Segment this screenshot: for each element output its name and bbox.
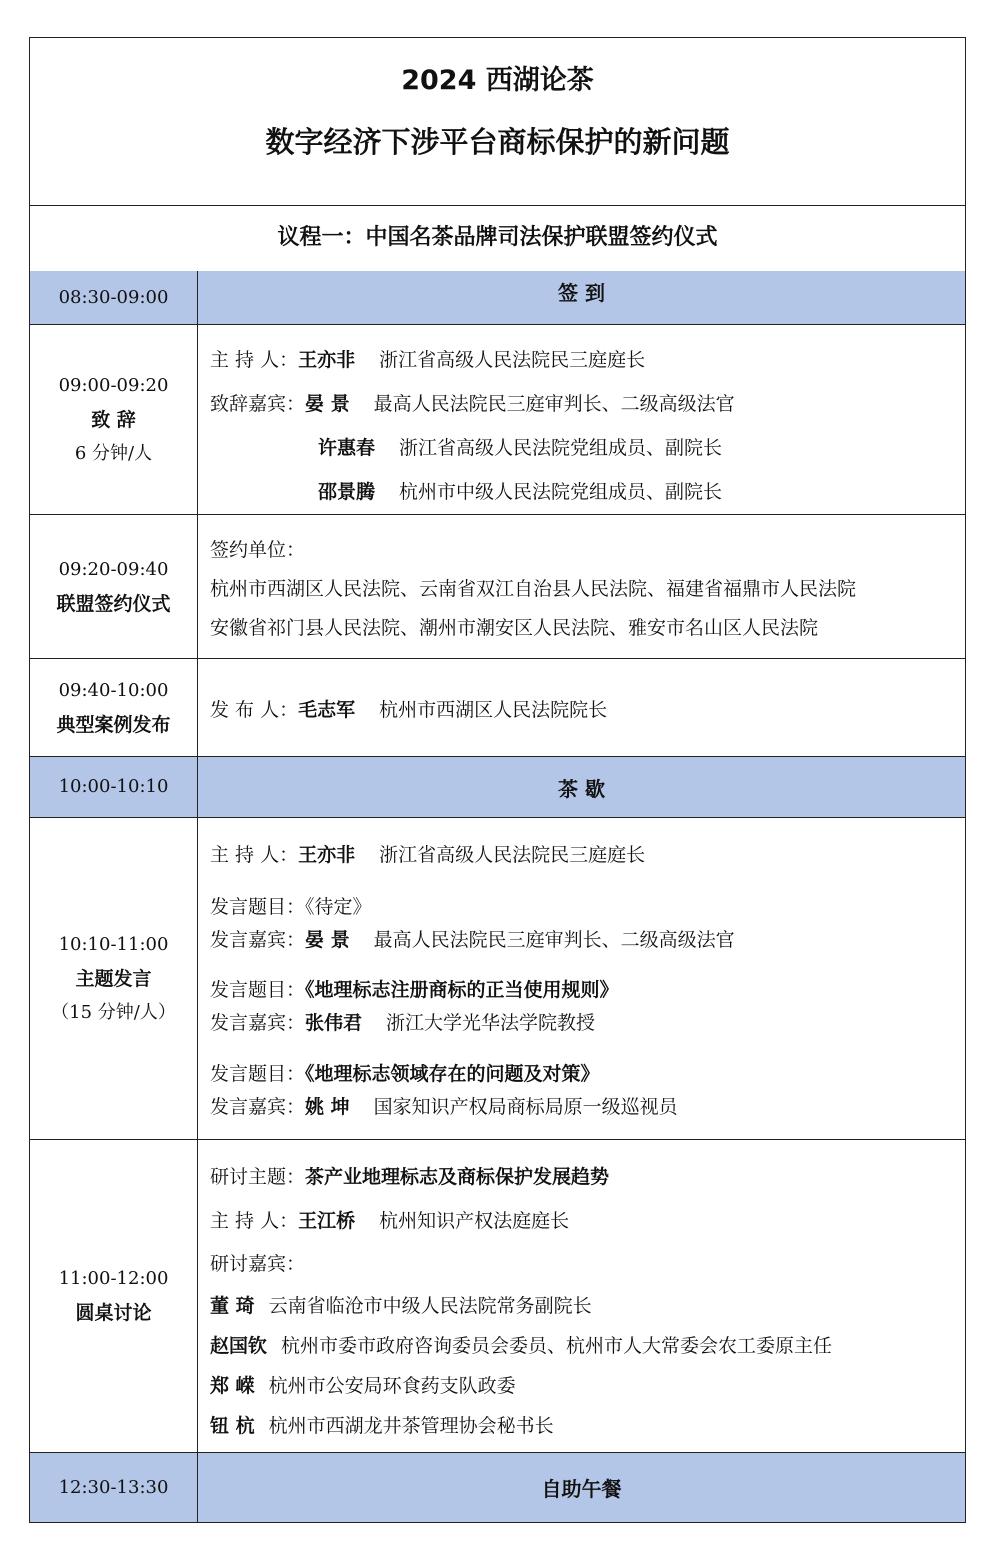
guest-line xyxy=(318,433,722,460)
time-label: 11:00-12:00 xyxy=(58,1268,169,1289)
host-name: 王江桥 xyxy=(298,1210,356,1232)
event-note: （15 分钟/人） xyxy=(51,1001,176,1023)
guest-line xyxy=(318,477,722,504)
time-label: 12:30-13:30 xyxy=(58,1476,169,1498)
talk-topic: 《待定》 xyxy=(305,896,372,918)
host-line xyxy=(210,1206,569,1233)
talk-topic-line xyxy=(210,1059,600,1086)
document-header xyxy=(30,38,965,206)
guest-name: 郑 嵘 xyxy=(210,1375,255,1397)
content-cell xyxy=(198,818,965,1139)
host-label: 主 持 人： xyxy=(210,1210,299,1232)
host-name: 王亦非 xyxy=(298,349,356,371)
lunch-label: 自助午餐 xyxy=(541,1477,622,1501)
guest-name: 晏 景 xyxy=(305,929,350,951)
time-label: 09:00-09:20 xyxy=(58,374,169,396)
guest-label: 致辞嘉宾： xyxy=(210,393,306,415)
host-title: 浙江省高级人民法院民三庭庭长 xyxy=(379,844,646,866)
topic-label: 发言题目： xyxy=(210,896,306,918)
event-label: 主题发言 xyxy=(75,967,152,990)
time-label: 10:10-11:00 xyxy=(58,933,169,955)
time-cell xyxy=(30,818,198,1139)
time-cell xyxy=(30,757,198,817)
guest-name: 晏 景 xyxy=(305,393,350,415)
talk-guest-line xyxy=(210,1092,678,1119)
release-title: 杭州市西湖区人民法院院长 xyxy=(379,699,608,721)
host-line xyxy=(210,840,645,867)
time-cell xyxy=(30,1453,198,1522)
guest-title: 杭州市委市政府咨询委员会委员、杭州市人大常委会农工委原主任 xyxy=(281,1335,833,1357)
release-label: 发 布 人： xyxy=(210,699,299,721)
title-line-2: 数字经济下涉平台商标保护的新问题 xyxy=(265,125,730,159)
release-line xyxy=(210,695,607,722)
signing-units-line: 安徽省祁门县人民法院、潮州市潮安区人民法院、雅安市名山区人民法院 xyxy=(210,617,819,639)
talk-topic-line xyxy=(210,892,372,919)
guest-title: 杭州市西湖龙井茶管理协会秘书长 xyxy=(268,1415,554,1437)
guest-line xyxy=(210,1371,516,1398)
host-line xyxy=(210,345,645,372)
event-label: 圆桌讨论 xyxy=(75,1302,152,1324)
row-lunch xyxy=(30,1453,965,1522)
time-label: 10:00-10:10 xyxy=(58,776,169,797)
event-label: 联盟签约仪式 xyxy=(56,592,171,615)
guest-title: 最高人民法院民三庭审判长、二级高级法官 xyxy=(373,393,735,415)
guest-title: 杭州市公安局环食药支队政委 xyxy=(268,1375,516,1397)
talk-topic: 《地理标志注册商标的正当使用规则》 xyxy=(305,979,619,1001)
row-release xyxy=(30,659,965,757)
tea-break-label: 茶 歇 xyxy=(558,776,605,801)
time-cell xyxy=(30,515,198,658)
guest-name: 邵景腾 xyxy=(318,481,376,503)
row-welcome xyxy=(30,325,965,515)
content-cell xyxy=(198,659,965,756)
guest-line xyxy=(210,1411,554,1438)
guest-name: 董 琦 xyxy=(210,1295,255,1317)
guest-title: 浙江大学光华法学院教授 xyxy=(386,1012,596,1034)
talk-topic-line xyxy=(210,975,619,1002)
host-name: 王亦非 xyxy=(298,844,356,866)
topic-label: 发言题目： xyxy=(210,979,306,1001)
theme-label: 研讨主题： xyxy=(210,1166,306,1188)
content-cell xyxy=(198,325,965,514)
guest-name: 赵国钦 xyxy=(210,1335,268,1357)
host-title: 杭州知识产权法庭庭长 xyxy=(379,1210,570,1232)
guest-title: 云南省临沧市中级人民法院常务副院长 xyxy=(268,1295,592,1317)
time-cell xyxy=(30,659,198,756)
row-tea-break xyxy=(30,757,965,818)
host-label: 主 持 人： xyxy=(210,349,299,371)
event-label: 典型案例发布 xyxy=(56,713,171,736)
guest-title: 浙江省高级人民法院党组成员、副院长 xyxy=(399,437,723,459)
content-cell xyxy=(198,515,965,658)
checkin-label: 签 到 xyxy=(558,281,605,305)
guest-label: 发言嘉宾： xyxy=(210,929,306,951)
guest-name: 姚 坤 xyxy=(305,1096,350,1118)
guest-line xyxy=(210,1291,592,1318)
time-label: 08:30-09:00 xyxy=(58,286,169,308)
talk-guest-line xyxy=(210,925,735,952)
guest-title: 最高人民法院民三庭审判长、二级高级法官 xyxy=(373,929,735,951)
row-checkin xyxy=(30,271,965,325)
topic-label: 发言题目： xyxy=(210,1063,306,1085)
time-cell xyxy=(30,271,198,324)
content-cell xyxy=(198,1140,965,1452)
guest-title: 国家知识产权局商标局原一级巡视员 xyxy=(373,1096,678,1118)
guest-label: 发言嘉宾： xyxy=(210,1012,306,1034)
guest-name: 许惠春 xyxy=(318,437,376,459)
event-label: 致 辞 xyxy=(91,408,136,431)
host-title: 浙江省高级人民法院民三庭庭长 xyxy=(379,349,646,371)
time-cell xyxy=(30,325,198,514)
agenda-title: 议程一：中国名茶品牌司法保护联盟签约仪式 xyxy=(30,205,965,272)
time-cell xyxy=(30,1140,198,1452)
time-label: 09:40-10:00 xyxy=(58,679,169,701)
signing-units-line: 杭州市西湖区人民法院、云南省双江自治县人民法院、福建省福鼎市人民法院 xyxy=(210,578,857,600)
guest-label: 研讨嘉宾： xyxy=(210,1253,306,1275)
theme-line xyxy=(210,1162,609,1189)
row-signing xyxy=(30,515,965,659)
agenda-document xyxy=(29,37,966,1523)
row-roundtable xyxy=(30,1140,965,1453)
guest-name: 张伟君 xyxy=(305,1012,363,1034)
signing-label: 签约单位： xyxy=(210,539,306,561)
time-label: 09:20-09:40 xyxy=(58,558,169,580)
guest-name: 钮 杭 xyxy=(210,1415,255,1437)
guest-line xyxy=(210,389,735,416)
guest-label: 发言嘉宾： xyxy=(210,1096,306,1118)
release-name: 毛志军 xyxy=(298,699,356,721)
guest-title: 杭州市中级人民法院党组成员、副院长 xyxy=(399,481,723,503)
event-note: 6 分钟/人 xyxy=(74,442,153,464)
theme-text: 茶产业地理标志及商标保护发展趋势 xyxy=(305,1166,610,1188)
row-keynote xyxy=(30,818,965,1140)
talk-guest-line xyxy=(210,1008,595,1035)
talk-topic: 《地理标志领域存在的问题及对策》 xyxy=(305,1063,600,1085)
title-line-1: 2024 西湖论茶 xyxy=(401,65,594,96)
host-label: 主 持 人： xyxy=(210,844,299,866)
guest-line xyxy=(210,1331,832,1358)
